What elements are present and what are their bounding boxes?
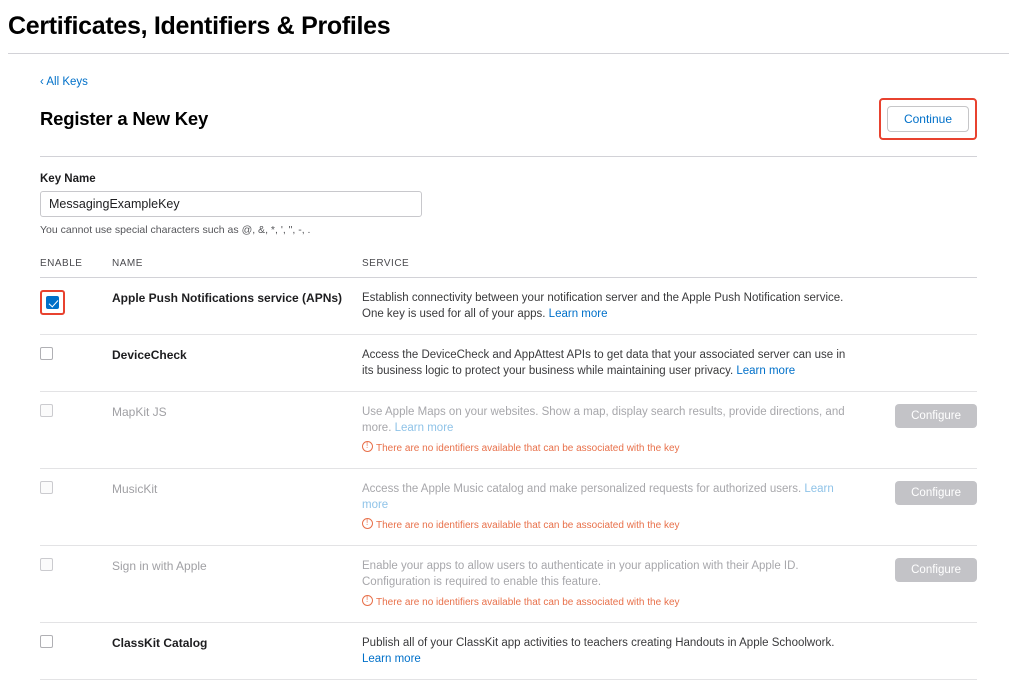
service-description: Use Apple Maps on your websites. Show a map, display search results, provide directions, and more. Learn more: [362, 406, 845, 434]
service-name-cell: [112, 278, 362, 335]
title-divider: [8, 53, 1009, 54]
service-description: Publish all of your ClassKit app activities to teachers creating Handouts in Apple Schoolwork. Learn more: [362, 637, 835, 665]
service-name-cell: [112, 335, 362, 392]
column-header-name: NAME: [112, 258, 362, 278]
enable-cell: [40, 623, 112, 680]
no-identifiers-warning: [362, 440, 857, 456]
enable-checkbox: [40, 481, 53, 494]
enable-checkbox-highlight: [40, 290, 65, 315]
enable-cell: [40, 469, 112, 546]
service-description: Enable your apps to allow users to authenticate in your application with their Apple ID. Configuration is required to enable this feature.: [362, 560, 799, 588]
learn-more-link[interactable]: Learn more: [736, 365, 796, 377]
enable-checkbox[interactable]: [46, 296, 59, 309]
section-header: [40, 98, 977, 140]
content-area: [0, 76, 1017, 680]
service-description-cell: [362, 623, 857, 680]
enable-cell: [40, 392, 112, 469]
service-action-cell: [857, 623, 977, 680]
enable-checkbox[interactable]: [40, 635, 53, 648]
warning-icon: [362, 518, 373, 529]
service-name-cell: [112, 546, 362, 623]
service-name: MapKit JS: [112, 405, 167, 419]
learn-more-link[interactable]: Learn more: [362, 483, 834, 511]
services-table: [40, 258, 977, 680]
service-action-cell: [857, 392, 977, 469]
service-description-cell: [362, 278, 857, 335]
warning-text: There are no identifiers available that can be associated with the key: [376, 597, 680, 608]
section-divider: [40, 156, 977, 157]
enable-cell: [40, 546, 112, 623]
service-description-cell: [362, 392, 857, 469]
warning-icon: [362, 595, 373, 606]
continue-button[interactable]: Continue: [887, 106, 969, 132]
column-header-enable: ENABLE: [40, 258, 112, 278]
service-name-cell: [112, 392, 362, 469]
service-description-cell: [362, 335, 857, 392]
service-name-cell: [112, 623, 362, 680]
warning-icon: [362, 441, 373, 452]
table-row: [40, 278, 977, 335]
table-row: [40, 546, 977, 623]
configure-button[interactable]: Configure: [895, 481, 977, 505]
no-identifiers-warning: [362, 594, 857, 610]
services-table-body: [40, 278, 977, 680]
learn-more-link[interactable]: Learn more: [362, 653, 421, 665]
continue-button-highlight: [879, 98, 977, 140]
service-action-cell: [857, 278, 977, 335]
configure-button[interactable]: Configure: [895, 404, 977, 428]
table-row: [40, 623, 977, 680]
key-name-label: Key Name: [40, 173, 96, 185]
column-header-service: SERVICE: [362, 258, 977, 278]
enable-checkbox[interactable]: [40, 347, 53, 360]
breadcrumb-all-keys[interactable]: ‹ All Keys: [40, 76, 88, 88]
table-row: [40, 392, 977, 469]
service-description-cell: [362, 469, 857, 546]
service-description: Access the Apple Music catalog and make personalized requests for authorized users. Learn more: [362, 483, 834, 511]
service-action-cell: [857, 469, 977, 546]
key-name-input[interactable]: [40, 191, 422, 217]
service-name: Sign in with Apple: [112, 559, 207, 573]
warning-text: There are no identifiers available that can be associated with the key: [376, 443, 680, 454]
service-description: Access the DeviceCheck and AppAttest APIs to get data that your associated server can use in its business logic to protect your business while maintaining user privacy. Learn more: [362, 349, 846, 377]
service-name: MusicKit: [112, 482, 158, 496]
table-row: [40, 469, 977, 546]
service-description-cell: [362, 546, 857, 623]
no-identifiers-warning: [362, 517, 857, 533]
table-row: [40, 335, 977, 392]
section-title: Register a New Key: [40, 108, 209, 129]
configure-button[interactable]: Configure: [895, 558, 977, 582]
learn-more-link[interactable]: Learn more: [394, 422, 454, 434]
table-header-row: [40, 258, 977, 278]
enable-checkbox: [40, 404, 53, 417]
page-title: Certificates, Identifiers & Profiles: [8, 12, 391, 40]
key-name-hint: You cannot use special characters such as @, &, *, ', ", -, .: [40, 224, 311, 236]
warning-text: There are no identifiers available that can be associated with the key: [376, 520, 680, 531]
service-name: ClassKit Catalog: [112, 636, 208, 650]
learn-more-link[interactable]: Learn more: [548, 308, 608, 320]
service-action-cell: [857, 335, 977, 392]
service-name: DeviceCheck: [112, 348, 187, 362]
service-name-cell: [112, 469, 362, 546]
enable-cell: [40, 278, 112, 335]
enable-checkbox: [40, 558, 53, 571]
service-name: Apple Push Notifications service (APNs): [112, 291, 343, 305]
enable-cell: [40, 335, 112, 392]
service-action-cell: [857, 546, 977, 623]
service-description: Establish connectivity between your notification server and the Apple Push Notification service. One key is used for all of your apps. Learn more: [362, 292, 844, 320]
